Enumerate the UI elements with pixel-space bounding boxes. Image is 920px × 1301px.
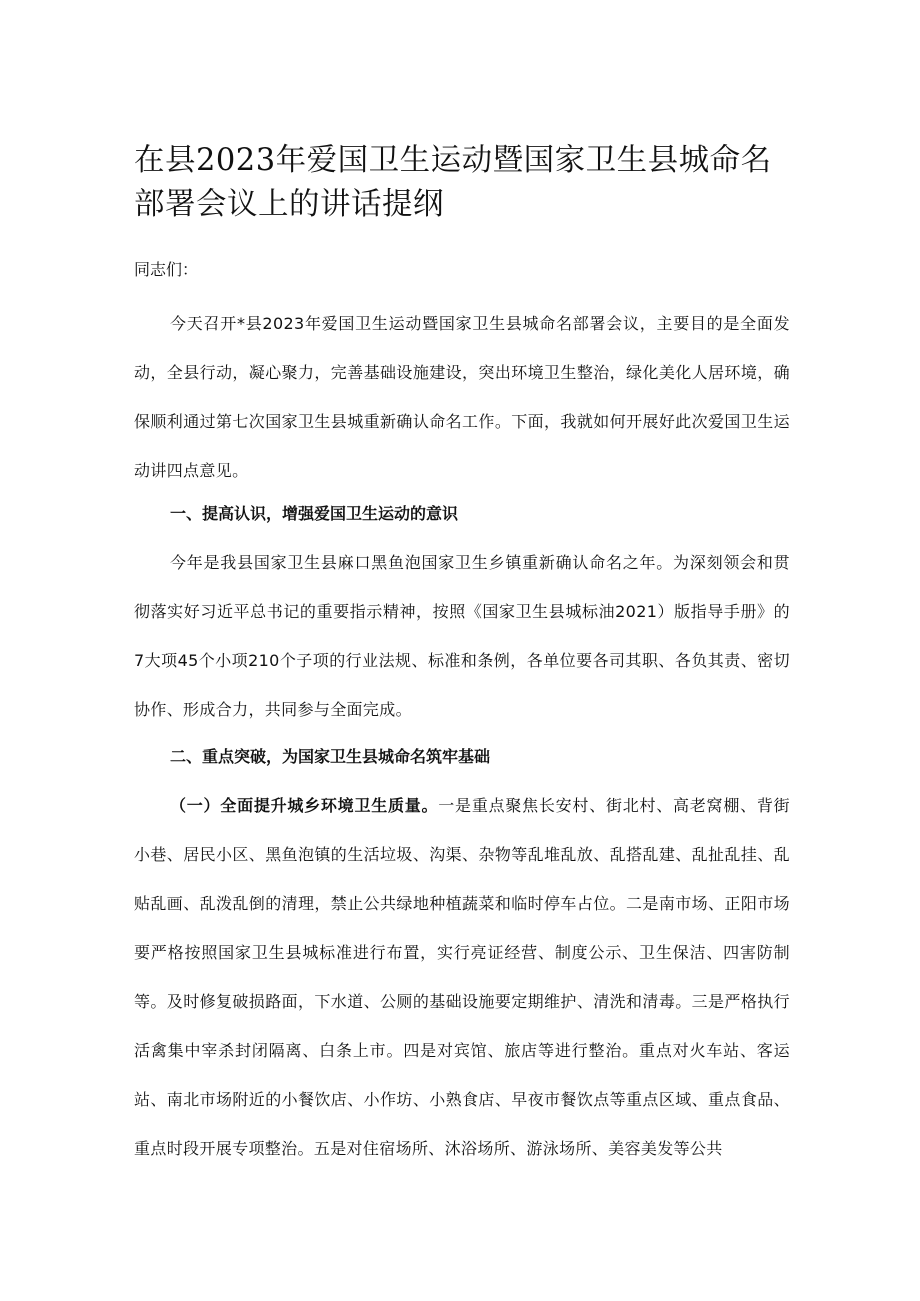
section-2-heading: 二、重点突破，为国家卫生县城命名筑牢基础: [170, 747, 491, 766]
section-2-subsection-1-paragraph: [134, 781, 790, 1173]
section-1-paragraph: 今年是我县国家卫生县麻口黑鱼泡国家卫生乡镇重新确认命名之年。为深刻领会和贯彻落实好习近平总书记的重要指示精神，按照《国家卫生县城标油2021）版指导手册》的7大项45个小项210个子项的行业法规、标准和条例，各单位要各司其职、各负其责、密切协作、形成合力，共同参与全面完成。: [134, 553, 790, 719]
document-title: 在县2023年爱国卫生运动暨国家卫生县城命名部署会议上的讲话提纲: [134, 143, 772, 222]
salutation: 同志们：: [134, 260, 199, 279]
intro-paragraph: 今天召开*县2023年爱国卫生运动暨国家卫生县城命名部署会议，主要目的是全面发动，全县行动，凝心聚力，完善基础设施建设，突出环境卫生整治，绿化美化人居环境，确保顺利通过第七次国家卫生县城重新确认命名工作。下面，我就如何开展好此次爱国卫生运动讲四点意见。: [134, 314, 790, 480]
subsection-1-body: 一是重点聚焦长安村、街北村、高老窝棚、背街小巷、居民小区、黑鱼泡镇的生活垃圾、沟渠、杂物等乱堆乱放、乱搭乱建、乱扯乱挂、乱贴乱画、乱泼乱倒的清理，禁止公共绿地种植蔬菜和临时停车占位。二是南市场、正阳市场要严格按照国家卫生县城标准进行布置，实行亮证经营、制度公示、卫生保洁、四害防制等。及时修复破损路面，下水道、公厕的基础设施要定期维护、清洗和清毒。三是严格执行活禽集中宰杀封闭隔离、白条上市。四是对宾馆、旅店等进行整治。重点对火车站、客运站、南北市场附近的小餐饮店、小作坊、小熟食店、早夜市餐饮点等重点区域、重点食品、重点时段开展专项整治。五是对住宿场所、沐浴场所、游泳场所、美容美发等公共: [134, 796, 790, 1158]
subsection-1-lead: （一）全面提升城乡环境卫生质量。: [170, 796, 439, 815]
section-1-heading: 一、提高认识，增强爱国卫生运动的意识: [170, 504, 459, 523]
